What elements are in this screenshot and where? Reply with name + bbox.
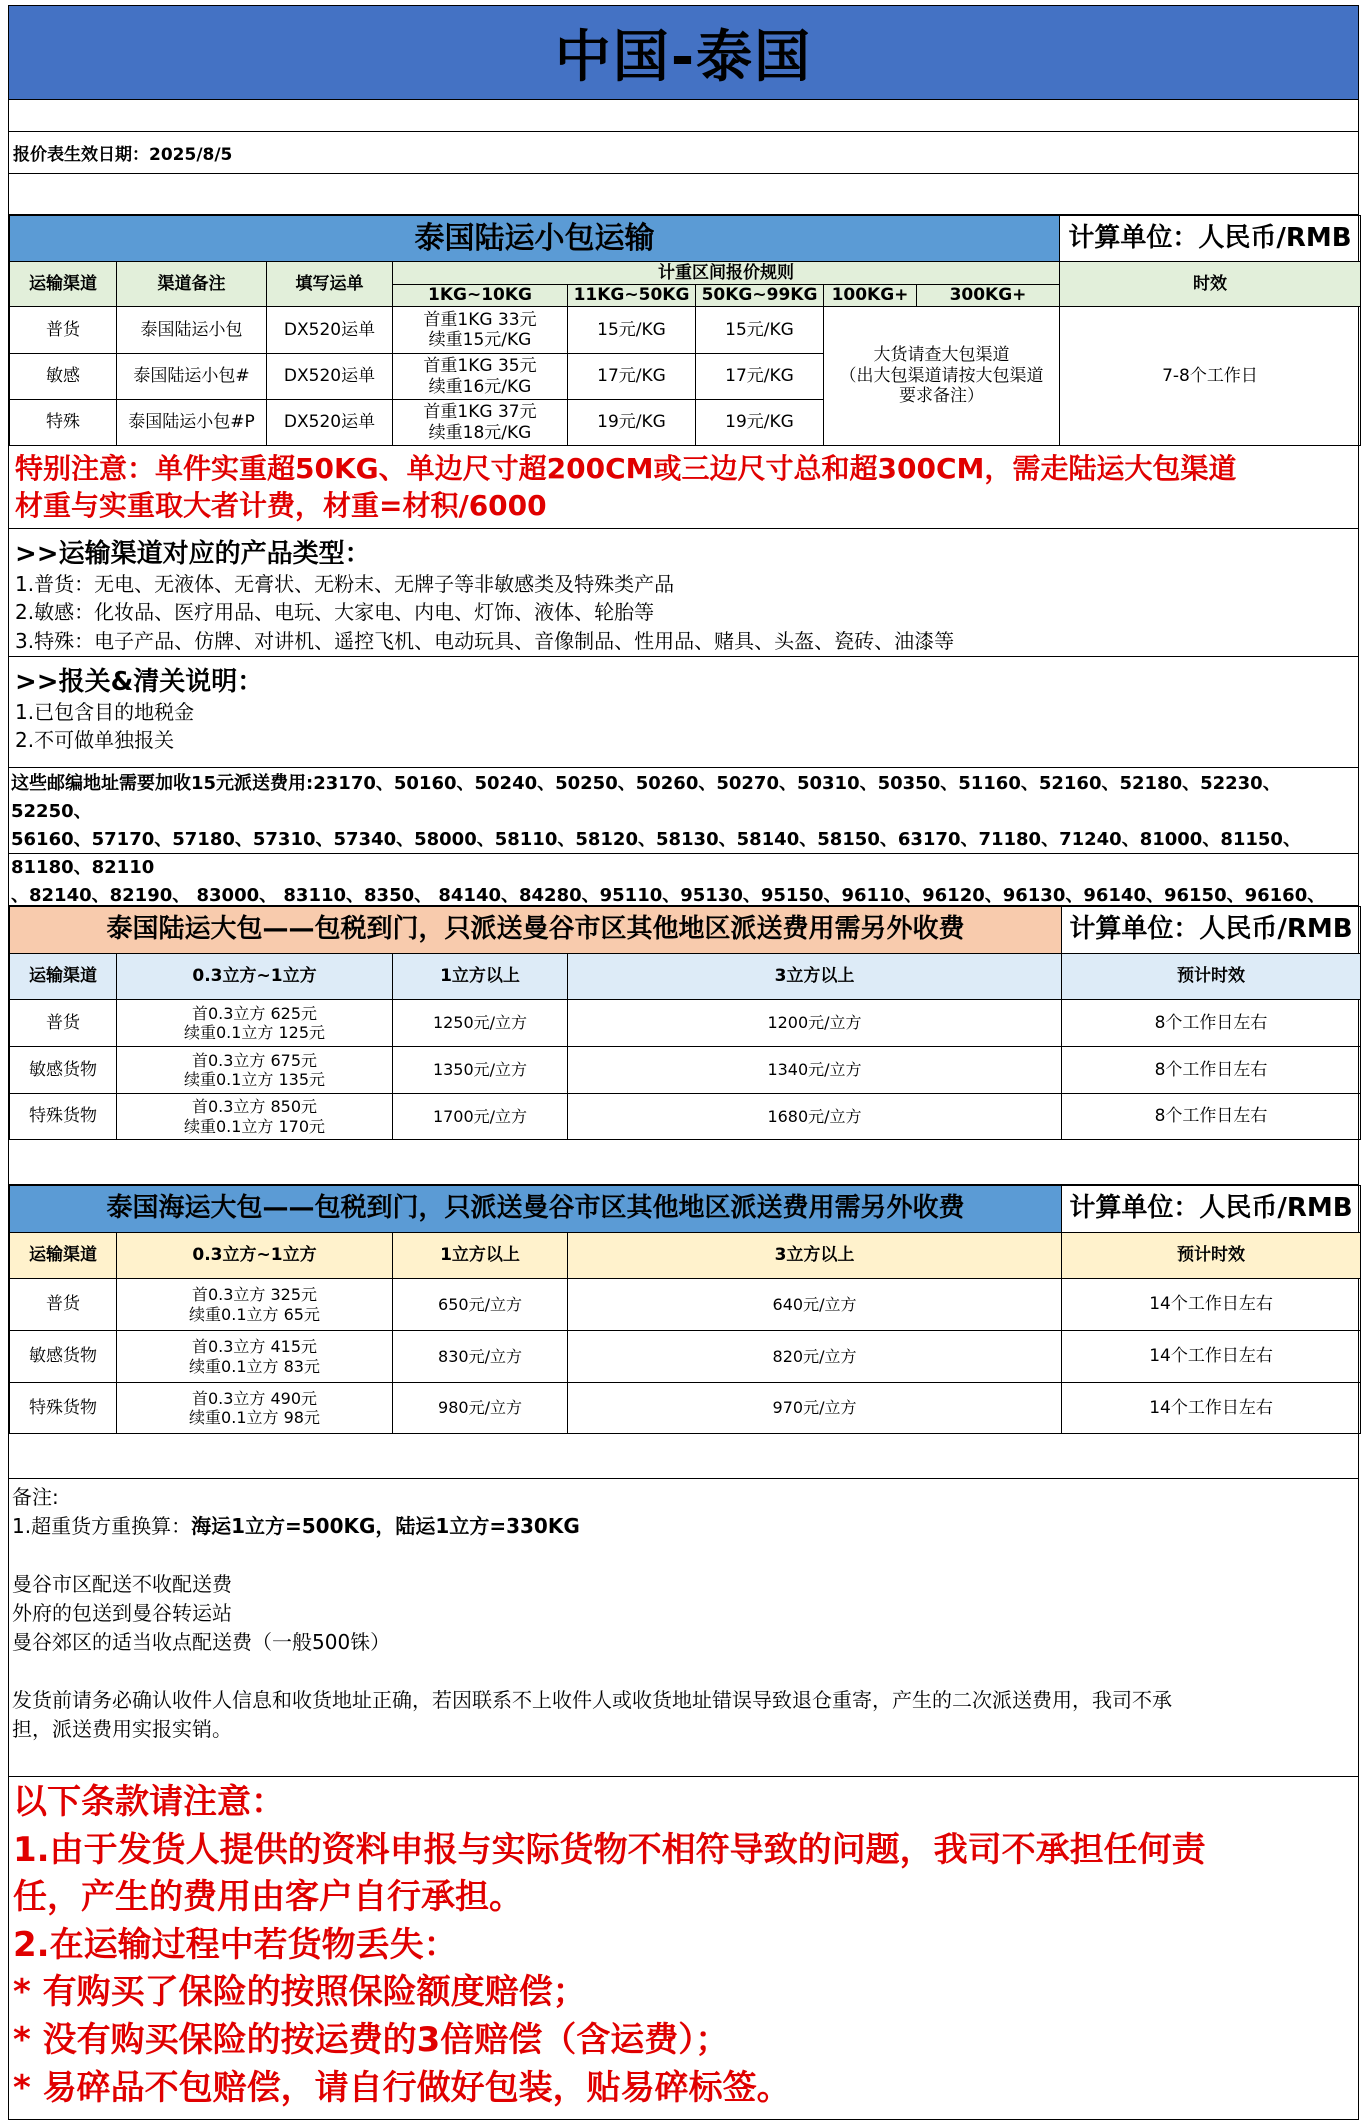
header-waybill: 填写运单 — [267, 262, 393, 307]
header-channel: 运输渠道 — [10, 262, 117, 307]
list-item: 3.特殊：电子产品、仿牌、对讲机、遥控飞机、电动玩具、音像制品、性用品、赌具、头盔、瓷砖、油漆等 — [15, 628, 955, 653]
remarks-label: 备注: — [12, 1485, 59, 1509]
customs-notes — [9, 657, 1358, 768]
first-weight: 首重1KG 33元 — [423, 309, 537, 330]
price-cell: 1340元/立方 — [568, 1047, 1062, 1094]
list-item: 1.已包含目的地税金 — [15, 700, 195, 724]
price-cell: 15元/KG — [696, 307, 824, 354]
header-channel: 运输渠道 — [10, 954, 117, 1000]
time-cell: 8个工作日左右 — [1062, 1047, 1361, 1094]
currency-unit: 计算单位：人民币/RMB — [1062, 1186, 1361, 1233]
price-sheet — [8, 5, 1359, 2120]
table-row — [10, 1279, 1361, 1331]
channel-cell: 特殊货物 — [10, 1383, 117, 1434]
header-remark: 渠道备注 — [117, 262, 267, 307]
header-time: 预计时效 — [1062, 954, 1361, 1000]
time-cell: 8个工作日左右 — [1062, 1094, 1361, 1140]
header-range-3: 3立方以上 — [568, 954, 1062, 1000]
effective-date: 报价表生效日期：2025/8/5 — [9, 132, 1358, 174]
table-row — [10, 1383, 1361, 1434]
price-cell: 首0.3立方 625元 续重0.1立方 125元 — [117, 1000, 393, 1047]
price-cell: 1250元/立方 — [393, 1000, 568, 1047]
time-cell: 8个工作日左右 — [1062, 1000, 1361, 1047]
terms-item: * 有购买了保险的按照保险额度赔偿； — [13, 1972, 587, 2013]
header-time: 预计时效 — [1062, 1233, 1361, 1279]
sea-big-title: 泰国海运大包——包税到门，只派送曼谷市区其他地区派送费用需另外收费 — [10, 1186, 1062, 1233]
address-warning: 担，派送费用实报实销。 — [12, 1717, 232, 1741]
list-item: 曼谷市区配送不收配送费 — [12, 1572, 232, 1596]
remark-cell: 泰国陆运小包# — [117, 354, 267, 400]
price-cell: 首0.3立方 415元 续重0.1立方 83元 — [117, 1331, 393, 1383]
blank-row — [9, 854, 1358, 906]
blank-row — [9, 1433, 1358, 1479]
channel-cell: 普货 — [10, 1000, 117, 1047]
channel-cell: 特殊 — [10, 400, 117, 446]
special-notice: 特别注意：单件实重超50KG、单边尺寸超200CM或三边尺寸总和超300CM，需走陆运大包渠道 材重与实重取大者计费，材重=材积/6000 — [9, 445, 1358, 529]
header-range-3: 3立方以上 — [568, 1233, 1062, 1279]
channel-cell: 特殊货物 — [10, 1094, 117, 1140]
first-weight: 首重1KG 35元 — [423, 356, 537, 377]
terms-item: 任，产生的费用由客户自行承担。 — [13, 1877, 523, 1918]
land-small-title: 泰国陆运小包运输 — [10, 216, 1060, 262]
blank-row — [9, 174, 1358, 215]
conversion-rule: 1.超重货方重换算：海运1立方=500KG，陆运1立方=330KG — [12, 1514, 580, 1538]
header-range-3: 50KG~99KG — [696, 285, 824, 307]
time-cell: 14个工作日左右 — [1062, 1331, 1361, 1383]
price-cell: 1350元/立方 — [393, 1047, 568, 1094]
header-range-1: 0.3立方~1立方 — [117, 954, 393, 1000]
land-small-table — [9, 215, 1361, 446]
terms-title: 以下条款请注意： — [13, 1782, 285, 1822]
header-range-4: 100KG+ — [824, 285, 917, 307]
channel-cell: 普货 — [10, 307, 117, 354]
continued-weight: 续重16元/KG — [428, 376, 532, 397]
price-cell: 970元/立方 — [568, 1383, 1062, 1434]
table-row — [10, 1000, 1361, 1047]
time-cell: 14个工作日左右 — [1062, 1279, 1361, 1331]
price-cell — [393, 354, 568, 400]
price-cell — [393, 400, 568, 446]
header-rules: 计重区间报价规则 — [393, 262, 1060, 285]
terms-item: 1.由于发货人提供的资料申报与实际货物不相符导致的问题，我司不承担任何责 — [13, 1829, 1206, 1870]
price-cell: 1680元/立方 — [568, 1094, 1062, 1140]
price-cell: 17元/KG — [696, 354, 824, 400]
currency-unit: 计算单位：人民币/RMB — [1062, 907, 1361, 954]
price-cell: 1200元/立方 — [568, 1000, 1062, 1047]
price-cell: 15元/KG — [568, 307, 696, 354]
header-range-2: 1立方以上 — [393, 954, 568, 1000]
land-big-title: 泰国陆运大包——包税到门，只派送曼谷市区其他地区派送费用需另外收费 — [10, 907, 1062, 954]
terms-item: * 易碎品不包赔偿，请自行做好包装，贴易碎标签。 — [13, 2067, 791, 2108]
remarks-block — [9, 1479, 1358, 1777]
header-range-1: 0.3立方~1立方 — [117, 1233, 393, 1279]
list-item: 1.普货：无电、无液体、无膏状、无粉末、无牌子等非敏感类及特殊类产品 — [15, 572, 675, 596]
header-range-2: 11KG~50KG — [568, 285, 696, 307]
price-cell: 19元/KG — [568, 400, 696, 446]
price-cell: 首0.3立方 675元 续重0.1立方 135元 — [117, 1047, 393, 1094]
terms-block — [9, 1777, 1358, 2114]
table-row — [10, 307, 1361, 354]
channel-cell: 敏感货物 — [10, 1331, 117, 1383]
price-cell: 980元/立方 — [393, 1383, 568, 1434]
table-row — [10, 1331, 1361, 1383]
address-warning: 发货前请务必确认收件人信息和收货地址正确，若因联系不上收件人或收货地址错误导致退仓重寄，产生的二次派送费用，我司不承 — [12, 1688, 1172, 1712]
waybill-cell: DX520运单 — [267, 400, 393, 446]
terms-item: 2.在运输过程中若货物丢失： — [13, 1924, 458, 1965]
price-cell: 首0.3立方 325元 续重0.1立方 65元 — [117, 1279, 393, 1331]
price-cell: 19元/KG — [696, 400, 824, 446]
price-cell: 首0.3立方 850元 续重0.1立方 170元 — [117, 1094, 393, 1140]
channel-cell: 敏感 — [10, 354, 117, 400]
channel-cell: 普货 — [10, 1279, 117, 1331]
list-item: 2.不可做单独报关 — [15, 728, 175, 753]
header-time: 时效 — [1060, 262, 1361, 307]
delivery-time: 7-8个工作日 — [1060, 307, 1361, 446]
product-types — [9, 529, 1358, 657]
price-cell: 17元/KG — [568, 354, 696, 400]
price-cell: 830元/立方 — [393, 1331, 568, 1383]
price-cell: 首0.3立方 490元 续重0.1立方 98元 — [117, 1383, 393, 1434]
header-range-1: 1KG~10KG — [393, 285, 568, 307]
price-cell: 820元/立方 — [568, 1331, 1062, 1383]
section-title: >>报关&清关说明： — [15, 667, 264, 697]
price-cell: 1700元/立方 — [393, 1094, 568, 1140]
waybill-cell: DX520运单 — [267, 307, 393, 354]
header-range-5: 300KG+ — [917, 285, 1060, 307]
blank-row — [9, 100, 1358, 132]
header-channel: 运输渠道 — [10, 1233, 117, 1279]
first-weight: 首重1KG 37元 — [423, 402, 537, 423]
table-row — [10, 1094, 1361, 1140]
sea-big-table — [9, 1185, 1361, 1434]
land-big-table — [9, 906, 1361, 1140]
list-item: 外府的包送到曼谷转运站 — [12, 1601, 232, 1625]
postcode-surcharge: 这些邮编地址需要加收15元派送费用:23170、50160、50240、50250、50260、50270、50310、50350、51160、52160、52180、52230、52250、 56160、57170、57180、57310、57340、58000、58110、58120、58130、58140、58150、63170、71180、71240、81000、81150、81180、82110 、82140、82190、 83000、 83110、8350、 84140、84280、95110、95130、95150、96110、96120、96130、96140、96150、96160、 — [9, 768, 1358, 854]
list-item: 2.敏感：化妆品、医疗用品、电玩、大家电、内电、灯饰、液体、轮胎等 — [15, 600, 655, 625]
list-item: 曼谷郊区的适当收点配送费（一般500铢） — [12, 1630, 391, 1654]
page-title: 中国-泰国 — [9, 6, 1358, 100]
continued-weight: 续重18元/KG — [428, 422, 532, 443]
terms-item: * 没有购买保险的按运费的3倍赔偿（含运费）； — [13, 2019, 730, 2060]
time-cell: 14个工作日左右 — [1062, 1383, 1361, 1434]
currency-unit: 计算单位：人民币/RMB — [1060, 216, 1361, 262]
table-row — [10, 1047, 1361, 1094]
waybill-cell: DX520运单 — [267, 354, 393, 400]
price-cell: 650元/立方 — [393, 1279, 568, 1331]
blank-row — [9, 1139, 1358, 1185]
price-cell: 640元/立方 — [568, 1279, 1062, 1331]
channel-cell: 敏感货物 — [10, 1047, 117, 1094]
header-range-2: 1立方以上 — [393, 1233, 568, 1279]
big-cargo-note: 大货请查大包渠道 （出大包渠道请按大包渠道 要求备注） — [824, 307, 1060, 446]
remark-cell: 泰国陆运小包 — [117, 307, 267, 354]
section-title: >>运输渠道对应的产品类型： — [15, 539, 371, 569]
continued-weight: 续重15元/KG — [428, 330, 532, 350]
price-cell — [393, 307, 568, 354]
remark-cell: 泰国陆运小包#P — [117, 400, 267, 446]
